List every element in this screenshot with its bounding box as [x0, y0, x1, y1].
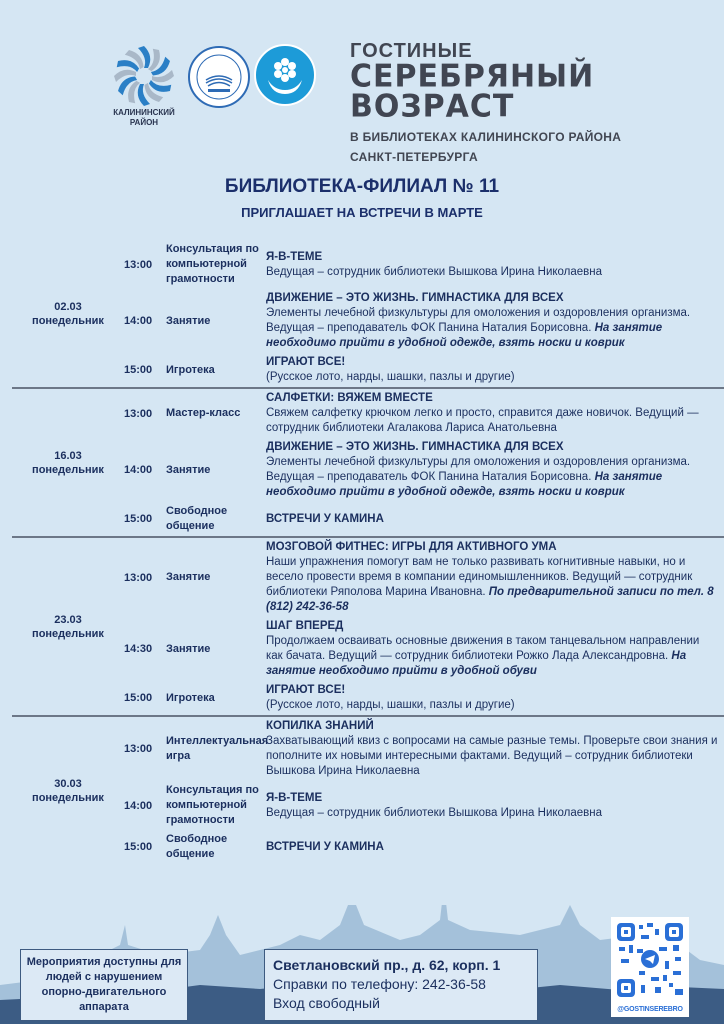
event-row: [124, 617, 724, 681]
phone-info: Справки по телефону: 242-36-58: [273, 976, 486, 992]
event-description: [266, 840, 724, 855]
brand-small: ГОСТИНЫЕ: [350, 40, 473, 62]
event-row: [124, 353, 724, 387]
event-description: [266, 440, 724, 500]
event-time: 13:00: [124, 743, 153, 755]
brand-line-2: ВОЗРАСТ: [350, 88, 515, 125]
event-title: МОЗГОВОЙ ФИТНЕС: ИГРЫ ДЛЯ АКТИВНОГО УМА: [266, 541, 557, 553]
event-title: ВСТРЕЧИ У КАМИНА: [266, 512, 384, 525]
event-text: (Русское лото, нарды, шашки, пазлы и другие): [266, 371, 515, 383]
event-type: Консультация по компьютерной грамотности: [166, 784, 259, 826]
event-title: САЛФЕТКИ: ВЯЖЕМ ВМЕСТЕ: [266, 392, 433, 404]
qr-code-icon: [615, 921, 685, 999]
event-text: Свяжем салфетку крючком легко и просто, справится даже новичок. Ведущий — сотрудник библиотеки Агалакова Лариса Анатольевна: [266, 407, 699, 434]
day-label: [12, 240, 124, 387]
event-time: 13:00: [124, 571, 153, 584]
day-weekday: понедельник: [32, 314, 104, 327]
day-label: [12, 538, 124, 715]
event-text: Ведущая – сотрудник библиотеки Вышкова Ирина Николаевна: [266, 806, 603, 819]
event-type: Свободное общение: [166, 833, 228, 860]
event-time: 15:00: [124, 364, 153, 376]
event-title: ВСТРЕЧИ У КАМИНА: [266, 840, 384, 853]
event-description: [266, 791, 724, 821]
day-label: [12, 389, 124, 536]
entry-info: Вход свободный: [273, 995, 380, 1011]
event-type: Мастер-класс: [166, 407, 241, 419]
address: Светлановский пр., д. 62, корп. 1: [273, 957, 501, 973]
telegram-qr-code[interactable]: [611, 917, 689, 1017]
event-type: Занятие: [166, 571, 211, 583]
event-text: Наши упражнения помогут вам не только развивать когнитивные навыки, но и весело провести время в компании единомышленников. Ведущий — сотрудник библиотеки Ряполова Марина Ивановна.: [266, 556, 693, 598]
event-note: На занятие необходимо прийти в удобной одежде, взять носки и коврик: [266, 322, 663, 349]
event-time: 14:30: [124, 643, 153, 655]
brand-line-1: СЕРЕБРЯНЫЙ: [350, 58, 595, 95]
event-description: [266, 683, 724, 713]
day-label: [12, 717, 124, 864]
event-time: 15:00: [124, 841, 153, 853]
page-title: БИБЛИОТЕКА-ФИЛИАЛ № 11: [224, 176, 500, 197]
event-note: По предварительной записи по тел. 8 (812) 242-36-58: [266, 586, 714, 613]
page-subtitle: ПРИГЛАШАЕТ НА ВСТРЕЧИ В МАРТЕ: [241, 205, 483, 220]
header: [0, 0, 724, 170]
event-row: [124, 389, 724, 438]
event-title: ИГРАЮТ ВСЕ!: [266, 684, 346, 696]
brand-block: [350, 40, 621, 164]
event-row: [124, 502, 724, 536]
event-row: [124, 717, 724, 781]
day-block: [12, 389, 724, 538]
day-date: 30.03: [54, 777, 82, 790]
event-type: Свободное общение: [166, 505, 228, 532]
event-description: [266, 391, 724, 436]
event-title: ДВИЖЕНИЕ – ЭТО ЖИЗНЬ. ГИМНАСТИКА ДЛЯ ВСЕХ: [266, 292, 564, 304]
events-list: [124, 389, 724, 536]
event-time: 15:00: [124, 513, 153, 525]
event-row: [124, 438, 724, 502]
event-type: Занятие: [166, 642, 211, 655]
event-title: КОПИЛКА ЗНАНИЙ: [266, 720, 374, 732]
library-system-logo: [188, 46, 250, 108]
event-title: ИГРАЮТ ВСЕ!: [266, 356, 346, 368]
logo-caption: КАЛИНИНСКИЙ РАЙОН: [113, 108, 175, 127]
event-description: [266, 250, 724, 280]
event-row: [124, 538, 724, 617]
event-text: Элементы лечебной физкультуры для омоложения и оздоровления организма. Ведущая – преподаватель ФОК Панина Наталия Борисовна.: [266, 307, 691, 334]
event-row: [124, 240, 724, 289]
events-list: [124, 717, 724, 864]
day-date: 16.03: [54, 449, 82, 462]
event-description: [266, 512, 724, 527]
event-description: [266, 291, 724, 351]
event-text: Продолжаем осваивать основные движения в таком танцевальном направлении как бачата. Ведущий — сотрудник библиотеки Рожко Лада Александровна.: [266, 635, 700, 662]
event-title: ДВИЖЕНИЕ – ЭТО ЖИЗНЬ. ГИМНАСТИКА ДЛЯ ВСЕХ: [266, 441, 564, 453]
day-weekday: понедельник: [32, 791, 104, 804]
event-type: Занятие: [166, 314, 211, 327]
event-row: [124, 289, 724, 353]
event-row: [124, 781, 724, 830]
event-type: Игротека: [166, 363, 215, 376]
event-time: 13:00: [124, 258, 153, 271]
event-title: Я-В-ТЕМЕ: [266, 250, 323, 263]
footer: [0, 905, 724, 1024]
event-time: 14:00: [124, 799, 153, 812]
day-block: [12, 717, 724, 864]
event-row: [124, 830, 724, 864]
event-time: 14:00: [124, 315, 153, 327]
brand-sub-1: В БИБЛИОТЕКАХ КАЛИНИНСКОГО РАЙОНА: [350, 130, 622, 144]
event-text: Элементы лечебной физкультуры для омоложения и оздоровления организма. Ведущая – преподаватель ФОК Панина Наталия Борисовна.: [266, 456, 691, 483]
day-block: [12, 538, 724, 717]
event-type: Консультация по компьютерной грамотности: [166, 243, 259, 285]
event-time: 14:00: [124, 464, 153, 476]
event-text: Захватывающий квиз с вопросами на самые разные темы. Проверьте свои знания и пополните их новыми интересными фактами. Ведущий – сотрудник библиотеки Вышкова Ирина Николаевна: [266, 735, 718, 777]
day-weekday: понедельник: [32, 463, 104, 476]
contact-info-box: [264, 949, 538, 1021]
accessibility-notice: Мероприятия доступны для людей с нарушением опорно-двигательного аппарата: [20, 949, 188, 1021]
event-note: На занятие необходимо прийти в удобной обуви: [266, 650, 687, 677]
day-date: 02.03: [54, 300, 82, 313]
event-type: Занятие: [166, 463, 211, 476]
event-description: [266, 540, 724, 615]
event-time: 13:00: [124, 407, 153, 420]
event-description: [266, 719, 724, 779]
social-service-logo: [254, 44, 316, 106]
event-text: (Русское лото, нарды, шашки, пазлы и другие): [266, 699, 515, 711]
brand-sub-2: САНКТ-ПЕТЕРБУРГА: [350, 150, 478, 164]
event-text: Ведущая – сотрудник библиотеки Вышкова Ирина Николаевна: [266, 265, 603, 278]
day-block: [12, 240, 724, 389]
day-weekday: понедельник: [32, 627, 104, 640]
event-description: [266, 355, 724, 385]
event-note: На занятие необходимо прийти в удобной одежде, взять носки и коврик: [266, 471, 663, 498]
event-type: Игротека: [166, 691, 215, 704]
kalininsky-district-logo: [112, 44, 176, 108]
schedule-table: [12, 240, 724, 864]
event-time: 15:00: [124, 692, 153, 704]
telegram-handle[interactable]: @GOSTINSEREBRO: [617, 1006, 683, 1013]
events-list: [124, 240, 724, 387]
event-row: [124, 681, 724, 715]
event-type: Интеллектуальная игра: [166, 735, 269, 762]
events-list: [124, 538, 724, 715]
event-title: ШАГ ВПЕРЕД: [266, 620, 344, 632]
event-title: Я-В-ТЕМЕ: [266, 791, 323, 804]
event-description: [266, 619, 724, 679]
day-date: 23.03: [54, 613, 82, 626]
